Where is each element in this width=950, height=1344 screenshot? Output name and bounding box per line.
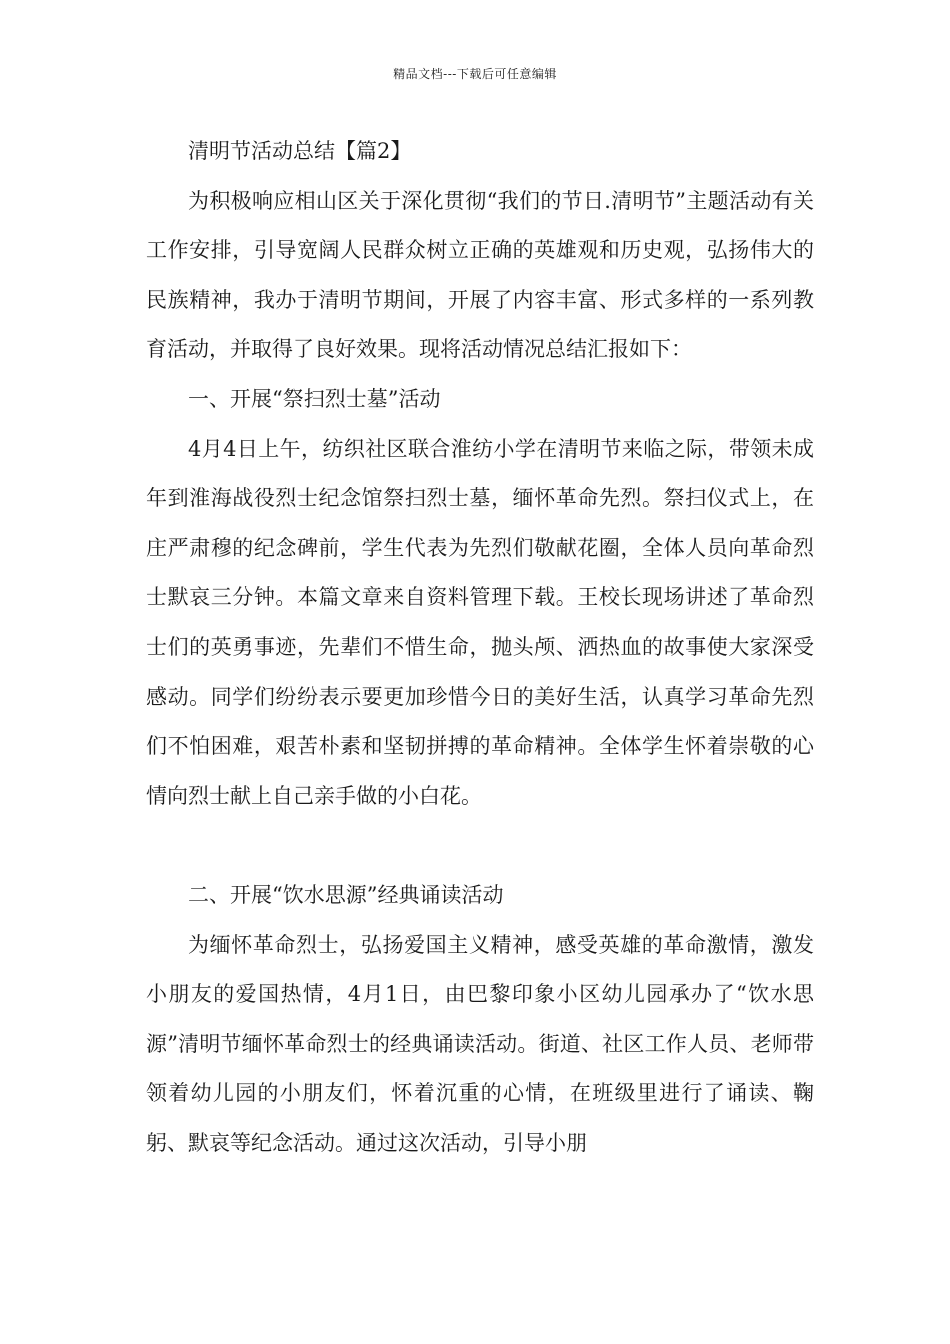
section-2-paragraph: 为缅怀革命烈士，弘扬爱国主义精神，感受英雄的革命激情，激发小朋友的爱国热情，4月1日，由巴黎印象小区幼儿园承办了“饮水思源”清明节缅怀革命烈士的经典诵读活动。街道、社区工作人员、老师带领着幼儿园的小朋友们，怀着沉重的心情，在班级里进行了诵读、鞠躬、默哀等纪念活动。通过这次活动，引导小朋 xyxy=(146,932,814,1155)
intro-paragraph: 为积极响应相山区关于深化贯彻“我们的节日.清明节”主题活动有关工作安排，引导宽阔人民群众树立正确的英雄观和历史观，弘扬伟大的民族精神，我办于清明节期间，开展了内容丰富、形式多样的一系列教育活动，并取得了良好效果。现将活动情况总结汇报如下： xyxy=(146,188,814,362)
page-header: 精品文档---下载后可任意编辑 xyxy=(393,67,557,81)
section-1-paragraph: 4月4日上午，纺织社区联合淮纺小学在清明节来临之际，带领未成年到淮海战役烈士纪念馆祭扫烈士墓，缅怀革命先烈。祭扫仪式上，在庄严肃穆的纪念碑前，学生代表为先烈们敬献花圈，全体人员向革命烈士默哀三分钟。本篇文章来自资料管理下载。王校长现场讲述了革命烈士们的英勇事迹，先辈们不惜生命，抛头颅、洒热血的故事使大家深受感动。同学们纷纷表示要更加珍惜今日的美好生活，认真学习革命先烈们不怕困难，艰苦朴素和坚韧拼搏的革命精神。全体学生怀着崇敬的心情向烈士献上自己亲手做的小白花。 xyxy=(146,436,814,808)
document-title: 清明节活动总结【篇2】 xyxy=(188,139,412,163)
section-gap xyxy=(146,821,814,871)
section-2-heading: 二、开展“饮水思源”经典诵读活动 xyxy=(188,882,504,907)
document-body xyxy=(146,127,814,1168)
section-1-heading: 一、开展“祭扫烈士墓”活动 xyxy=(188,386,441,411)
